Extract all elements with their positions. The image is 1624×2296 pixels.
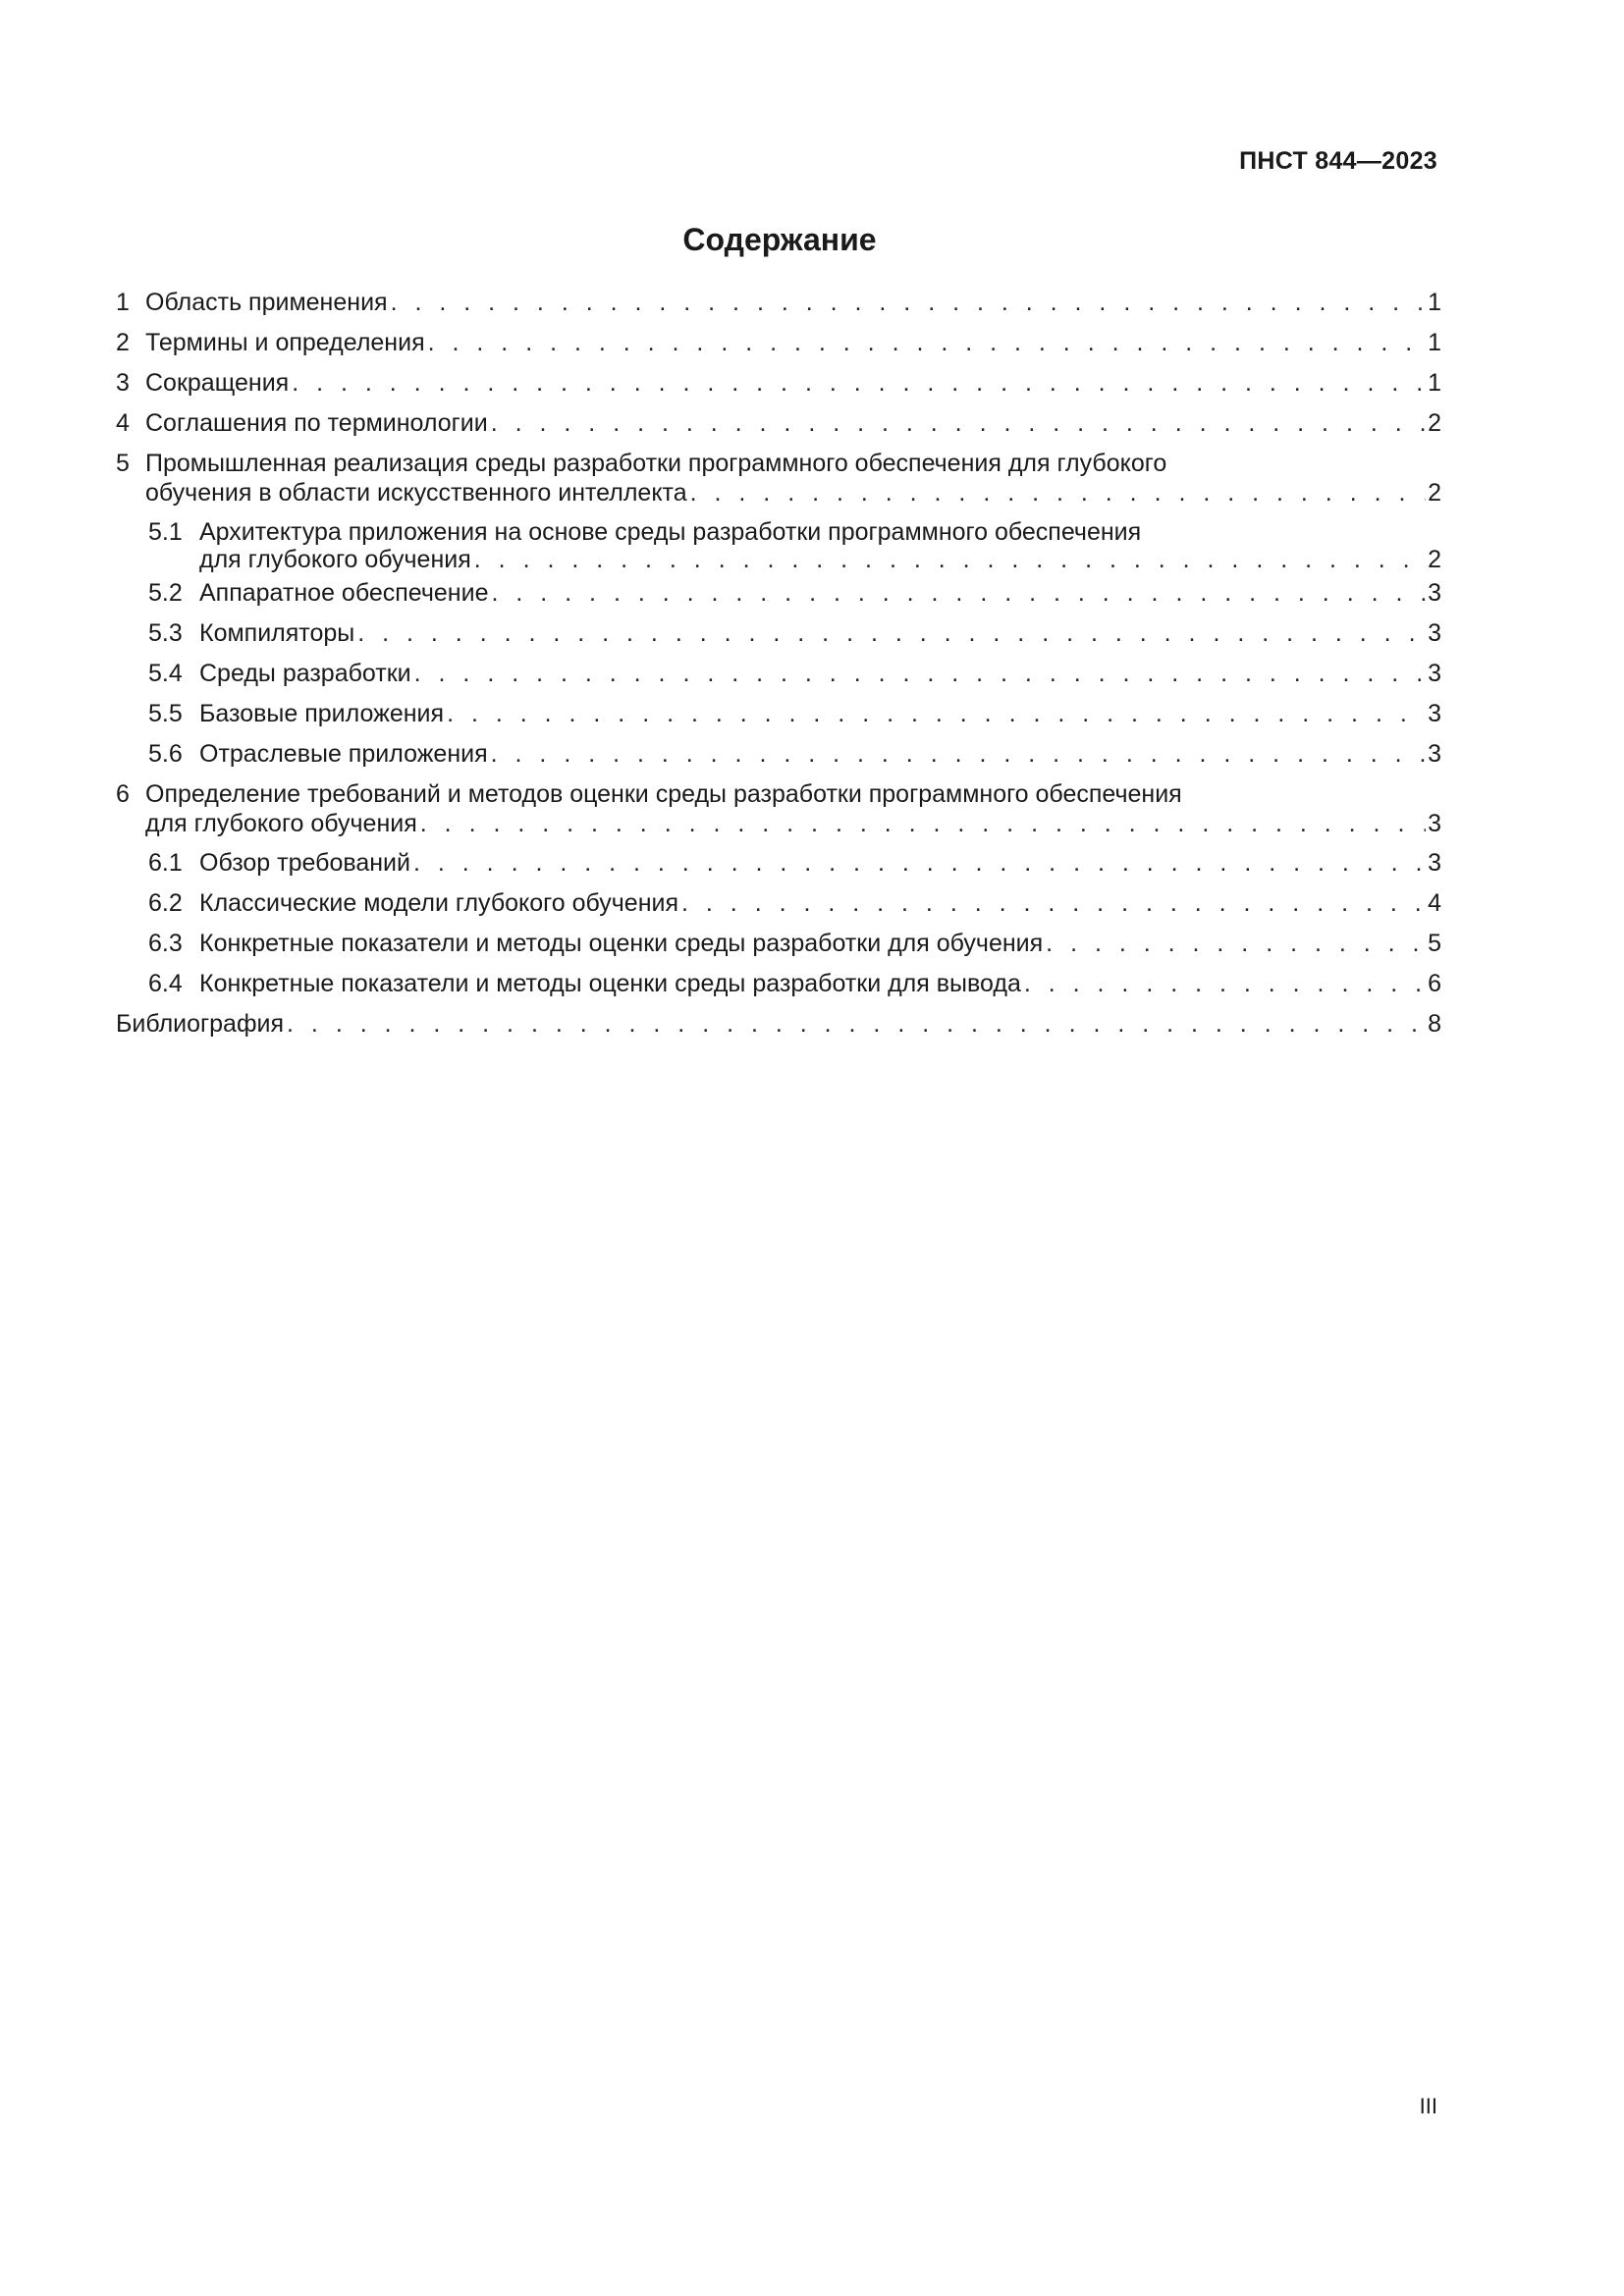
toc-entry-title: Сокращения [145,369,290,397]
toc-entry-title: Термины и определения [145,329,425,356]
dot-leader [690,478,1426,507]
toc-entry-6-4[interactable] [116,969,1441,1009]
toc-entry-title-line1: Архитектура приложения на основе среды разработки программного обеспечения [199,518,1142,546]
toc-entry-page: 1 [1428,289,1441,316]
toc-entry-page: 1 [1428,369,1441,397]
toc-entry-page: 3 [1428,700,1441,727]
toc-entry-page: 5 [1428,930,1441,957]
toc-entry-page: 2 [1428,409,1441,437]
toc-entry-page: 3 [1428,849,1441,877]
toc-entry-6-3[interactable] [116,929,1441,969]
toc-entry-number: 3 [116,369,130,397]
toc-entry-page: 4 [1428,889,1441,917]
toc-entry-number: 6 [116,780,130,808]
page-title: Содержание [682,222,877,257]
toc-entry-number: 6.4 [148,970,183,997]
toc-entry-title: Среды разработки [199,660,411,687]
toc-entry-number: 6.2 [148,889,183,917]
toc-entry-2[interactable] [116,328,1441,368]
toc-entry-page: 6 [1428,970,1441,997]
toc-entry-5[interactable] [116,449,1441,517]
toc-entry-title: Конкретные показатели и методы оценки среды разработки для вывода [199,970,1021,997]
toc-entry-title: Базовые приложения [199,700,445,727]
dot-leader [414,659,1426,688]
toc-entry-title: Отраслевые приложения [199,740,488,768]
toc-entry-number: 5.1 [148,518,183,546]
toc-entry-title: Библиография [116,1010,285,1038]
toc-entry-title-line2: для глубокого обучения [199,546,471,573]
toc-entry-number: 6.3 [148,930,183,957]
toc-entry-number: 5 [116,450,130,477]
dot-leader [420,809,1426,838]
toc-entry-page: 3 [1428,740,1441,768]
document-code: ПНСТ 844—2023 [1239,147,1437,175]
table-of-contents [116,288,1441,1049]
dot-leader [447,699,1426,728]
toc-entry-5-4[interactable] [116,659,1441,699]
toc-entry-number: 5.4 [148,660,183,687]
dot-leader [491,408,1426,438]
dot-leader [1024,969,1426,998]
toc-entry-title: Конкретные показатели и методы оценки среды разработки для обучения [199,930,1044,957]
toc-entry-title: Обзор требований [199,849,410,877]
toc-entry-title: Область применения [145,289,388,316]
toc-entry-title: Классические модели глубокого обучения [199,889,679,917]
toc-entry-number: 5.6 [148,740,183,768]
toc-entry-number: 5.5 [148,700,183,727]
toc-entry-5-3[interactable] [116,618,1441,659]
toc-entry-6-2[interactable] [116,888,1441,929]
toc-entry-page: 3 [1428,660,1441,687]
toc-entry-title-line1: Определение требований и методов оценки среды разработки программного обеспечения [145,780,1182,808]
toc-entry-4[interactable] [116,408,1441,449]
toc-entry-title-line2: обучения в области искусственного интеллекта [145,479,687,507]
toc-entry-5-5[interactable] [116,699,1441,739]
toc-entry-title: Компиляторы [199,619,355,647]
toc-entry-number: 1 [116,289,130,316]
toc-entry-bibliography[interactable] [116,1009,1441,1049]
toc-entry-page: 3 [1428,579,1441,607]
toc-entry-1[interactable] [116,288,1441,328]
toc-entry-5-2[interactable] [116,578,1441,618]
dot-leader [292,368,1426,398]
dot-leader [491,739,1426,769]
toc-entry-number: 5.3 [148,619,183,647]
toc-entry-title-line2: для глубокого обучения [145,810,417,837]
toc-entry-6[interactable] [116,779,1441,848]
toc-entry-page: 3 [1428,619,1441,647]
dot-leader [474,547,1426,573]
toc-entry-5-6[interactable] [116,739,1441,779]
toc-entry-page: 1 [1428,329,1441,356]
toc-entry-number: 2 [116,329,130,356]
toc-entry-title-line1: Промышленная реализация среды разработки программного обеспечения для глубокого [145,450,1167,477]
page-number: III [1419,2094,1437,2118]
toc-entry-5-1[interactable] [116,517,1441,578]
toc-entry-6-1[interactable] [116,848,1441,888]
dot-leader [413,848,1426,878]
dot-leader [491,578,1426,608]
toc-entry-page: 2 [1428,479,1441,507]
toc-entry-page: 3 [1428,810,1441,837]
toc-entry-number: 4 [116,409,130,437]
dot-leader [681,888,1426,918]
toc-entry-number: 5.2 [148,579,183,607]
dot-leader [428,328,1426,357]
toc-entry-title: Аппаратное обеспечение [199,579,489,607]
toc-entry-title: Соглашения по терминологии [145,409,488,437]
toc-entry-page: 2 [1428,546,1441,573]
toc-entry-page: 8 [1428,1010,1441,1038]
dot-leader [1046,929,1426,958]
dot-leader [391,288,1427,317]
toc-entry-number: 6.1 [148,849,183,877]
dot-leader [357,618,1426,648]
dot-leader [287,1009,1426,1039]
toc-entry-3[interactable] [116,368,1441,408]
